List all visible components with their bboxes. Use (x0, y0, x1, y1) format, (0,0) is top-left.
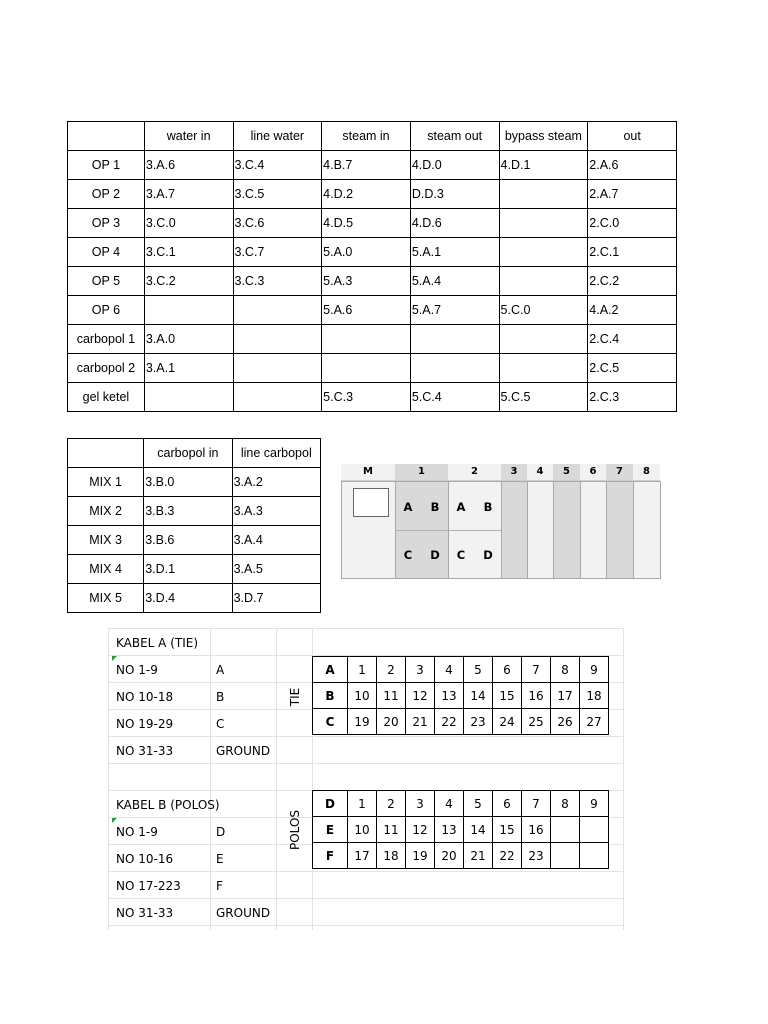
grid-cell: 5 (464, 791, 493, 817)
kabel-a-no: NO 10-18 (116, 690, 174, 704)
table-cell: 4.A.2 (588, 296, 677, 325)
grid-cell: 12 (406, 817, 435, 843)
panel-module-2 (448, 481, 502, 579)
table-cell: 2.C.1 (588, 238, 677, 267)
row-label-cell: OP 5 (68, 267, 145, 296)
grid-cell: 20 (435, 843, 464, 869)
cell-comment-marker (112, 818, 117, 823)
table-cell: 5.A.3 (322, 267, 411, 296)
grid-cell: 17 (551, 683, 580, 709)
kabel-b-no: NO 31-33 (116, 906, 174, 920)
grid-cell: 1 (348, 657, 377, 683)
table-cell: 4.D.6 (410, 209, 499, 238)
grid-cell: 20 (377, 709, 406, 735)
grid-row (313, 657, 609, 683)
op-table-row (68, 383, 677, 412)
kabel-a-val: C (216, 717, 225, 731)
op-header-cell: line water (233, 122, 322, 151)
grid-cell: 8 (551, 791, 580, 817)
kabel-b-no: NO 1-9 (116, 825, 158, 839)
grid-cell (551, 817, 580, 843)
polos-pin-grid (312, 790, 609, 869)
op-header-cell (68, 122, 145, 151)
table-cell: 5.A.7 (410, 296, 499, 325)
kabel-b-val: E (216, 852, 224, 866)
table-cell: 3.A.0 (144, 325, 233, 354)
grid-row (313, 791, 609, 817)
row-label-cell: MIX 2 (68, 497, 144, 526)
op-table-row (68, 267, 677, 296)
table-cell (499, 354, 588, 383)
grid-cell: 2 (377, 657, 406, 683)
grid-cell: 10 (348, 683, 377, 709)
kabel-a-title: KABEL A (TIE) (116, 636, 199, 650)
grid-cell: 26 (551, 709, 580, 735)
panel-m-box (353, 488, 389, 517)
panel-diagram (341, 464, 661, 580)
table-cell: 3.C.6 (233, 209, 322, 238)
grid-row (313, 683, 609, 709)
table-cell: 2.C.2 (588, 267, 677, 296)
grid-cell: 9 (580, 657, 609, 683)
kabel-b-no: NO 10-16 (116, 852, 174, 866)
grid-cell: 6 (493, 657, 522, 683)
table-cell: 5.A.4 (410, 267, 499, 296)
op-header-cell: steam out (410, 122, 499, 151)
row-label-cell: OP 4 (68, 238, 145, 267)
table-cell: 5.A.0 (322, 238, 411, 267)
grid-cell: 5 (464, 657, 493, 683)
grid-cell: 23 (464, 709, 493, 735)
panel-header-5: 5 (553, 464, 580, 481)
mix-header-cell: line carbopol (232, 439, 320, 468)
row-label-cell: MIX 1 (68, 468, 144, 497)
row-label-cell: OP 3 (68, 209, 145, 238)
table-cell: 3.C.1 (144, 238, 233, 267)
kabel-a-val: GROUND (216, 744, 271, 758)
table-cell: 3.C.4 (233, 151, 322, 180)
op-table-row (68, 151, 677, 180)
grid-cell (580, 843, 609, 869)
grid-cell: 6 (493, 791, 522, 817)
table-cell: 5.C.5 (499, 383, 588, 412)
row-label-cell: OP 2 (68, 180, 145, 209)
grid-cell: 18 (377, 843, 406, 869)
panel-module-5 (553, 481, 581, 579)
grid-cell: 18 (580, 683, 609, 709)
table-cell: 5.A.1 (410, 238, 499, 267)
table-cell: 3.C.0 (144, 209, 233, 238)
table-cell (499, 325, 588, 354)
table-cell: 4.B.7 (322, 151, 411, 180)
op-header-cell: steam in (322, 122, 411, 151)
row-label-cell: carbopol 1 (68, 325, 145, 354)
kabel-b-val: GROUND (216, 906, 271, 920)
table-cell: 3.A.5 (232, 555, 320, 584)
mix-connection-table (67, 438, 321, 613)
grid-cell: 14 (464, 817, 493, 843)
mix-table-row (68, 584, 321, 613)
table-cell: D.D.3 (410, 180, 499, 209)
op-table-row (68, 325, 677, 354)
grid-cell: 25 (522, 709, 551, 735)
panel-module-4 (527, 481, 554, 579)
panel-header-2: 2 (448, 464, 501, 481)
grid-cell: 11 (377, 683, 406, 709)
table-cell: 4.D.2 (322, 180, 411, 209)
table-cell: 2.C.3 (588, 383, 677, 412)
panel-module-m (341, 481, 396, 579)
grid-row (313, 843, 609, 869)
table-cell: 3.A.3 (232, 497, 320, 526)
op-table-row (68, 296, 677, 325)
mix-table-row (68, 468, 321, 497)
panel-module-3 (501, 481, 528, 579)
row-label-cell: OP 6 (68, 296, 145, 325)
panel-header-4: 4 (527, 464, 553, 481)
grid-cell: 8 (551, 657, 580, 683)
table-cell: 3.C.2 (144, 267, 233, 296)
mix-table-row (68, 497, 321, 526)
grid-cell: 15 (493, 817, 522, 843)
panel-letter: B (430, 500, 440, 514)
table-cell (233, 383, 322, 412)
table-cell (410, 325, 499, 354)
grid-row (313, 709, 609, 735)
grid-cell: 3 (406, 791, 435, 817)
grid-cell: 14 (464, 683, 493, 709)
grid-row-label: E (313, 817, 348, 843)
grid-row-label: F (313, 843, 348, 869)
kabel-a-val: A (216, 663, 225, 677)
panel-letter: D (430, 548, 440, 562)
table-cell (499, 180, 588, 209)
grid-cell (551, 843, 580, 869)
panel-header-8: 8 (633, 464, 660, 481)
grid-cell: 15 (493, 683, 522, 709)
table-cell: 3.B.3 (144, 497, 232, 526)
row-label-cell: MIX 5 (68, 584, 144, 613)
tie-pin-grid (312, 656, 609, 735)
kabel-b-no: NO 17-223 (116, 879, 181, 893)
op-table-header-row (68, 122, 677, 151)
table-cell: 5.A.6 (322, 296, 411, 325)
grid-cell: 12 (406, 683, 435, 709)
tie-side-label: TIE (288, 687, 302, 707)
panel-module-1 (395, 481, 449, 579)
table-cell (322, 325, 411, 354)
table-cell: 4.D.1 (499, 151, 588, 180)
kabel-b-val: D (216, 825, 226, 839)
op-header-cell: water in (144, 122, 233, 151)
op-table-row (68, 209, 677, 238)
table-cell: 3.B.0 (144, 468, 232, 497)
grid-cell: 1 (348, 791, 377, 817)
panel-header-3: 3 (501, 464, 527, 481)
table-cell: 3.B.6 (144, 526, 232, 555)
kabel-a-no: NO 19-29 (116, 717, 174, 731)
row-label-cell: MIX 4 (68, 555, 144, 584)
table-cell (499, 267, 588, 296)
table-cell: 3.D.7 (232, 584, 320, 613)
grid-row-label: A (313, 657, 348, 683)
table-cell: 3.C.5 (233, 180, 322, 209)
table-cell: 2.C.0 (588, 209, 677, 238)
grid-cell: 21 (406, 709, 435, 735)
table-cell: 3.A.7 (144, 180, 233, 209)
table-cell: 3.C.3 (233, 267, 322, 296)
grid-cell: 16 (522, 817, 551, 843)
grid-row-label: D (313, 791, 348, 817)
mix-header-cell: carbopol in (144, 439, 232, 468)
op-connection-table (67, 121, 677, 412)
op-header-cell: out (588, 122, 677, 151)
grid-cell: 13 (435, 683, 464, 709)
table-cell: 3.D.1 (144, 555, 232, 584)
grid-row (313, 817, 609, 843)
row-label-cell: OP 1 (68, 151, 145, 180)
grid-cell: 22 (493, 843, 522, 869)
mix-table-header-row (68, 439, 321, 468)
table-cell: 4.D.0 (410, 151, 499, 180)
table-cell: 5.C.4 (410, 383, 499, 412)
grid-row-label: C (313, 709, 348, 735)
panel-module-6 (580, 481, 607, 579)
op-table-row (68, 354, 677, 383)
table-cell: 2.C.4 (588, 325, 677, 354)
table-cell: 3.A.1 (144, 354, 233, 383)
grid-cell: 11 (377, 817, 406, 843)
panel-letter: A (403, 500, 413, 514)
row-label-cell: MIX 3 (68, 526, 144, 555)
grid-cell: 27 (580, 709, 609, 735)
kabel-a-no: NO 1-9 (116, 663, 158, 677)
grid-cell: 17 (348, 843, 377, 869)
table-cell (144, 296, 233, 325)
grid-cell: 2 (377, 791, 406, 817)
table-cell: 3.A.4 (232, 526, 320, 555)
table-cell (499, 209, 588, 238)
panel-header-1: 1 (395, 464, 448, 481)
grid-cell: 22 (435, 709, 464, 735)
panel-module-7 (606, 481, 634, 579)
grid-cell: 19 (406, 843, 435, 869)
grid-cell: 4 (435, 791, 464, 817)
panel-letter: B (483, 500, 493, 514)
table-cell (233, 354, 322, 383)
kabel-b-title: KABEL B (POLOS) (116, 798, 220, 812)
grid-cell: 23 (522, 843, 551, 869)
kabel-a-no: NO 31-33 (116, 744, 174, 758)
grid-cell: 19 (348, 709, 377, 735)
panel-header-6: 6 (580, 464, 606, 481)
table-cell: 3.A.6 (144, 151, 233, 180)
panel-header-m: M (341, 464, 395, 481)
row-label-cell: carbopol 2 (68, 354, 145, 383)
grid-cell: 7 (522, 657, 551, 683)
grid-cell: 7 (522, 791, 551, 817)
table-cell (499, 238, 588, 267)
grid-cell: 4 (435, 657, 464, 683)
table-cell (233, 325, 322, 354)
op-header-cell: bypass steam (499, 122, 588, 151)
panel-module-8 (633, 481, 661, 579)
grid-cell: 21 (464, 843, 493, 869)
polos-side-label: POLOS (288, 809, 302, 850)
mix-table-row (68, 555, 321, 584)
panel-letter: A (456, 500, 466, 514)
table-cell (144, 383, 233, 412)
table-cell (410, 354, 499, 383)
grid-cell: 9 (580, 791, 609, 817)
op-table-row (68, 180, 677, 209)
table-cell (322, 354, 411, 383)
panel-header-7: 7 (606, 464, 633, 481)
table-cell: 5.C.0 (499, 296, 588, 325)
grid-cell (580, 817, 609, 843)
op-table-row (68, 238, 677, 267)
grid-cell: 13 (435, 817, 464, 843)
table-cell: 3.C.7 (233, 238, 322, 267)
grid-cell: 16 (522, 683, 551, 709)
grid-cell: 10 (348, 817, 377, 843)
table-cell: 3.A.2 (232, 468, 320, 497)
grid-cell: 3 (406, 657, 435, 683)
table-cell: 2.A.7 (588, 180, 677, 209)
panel-letter: C (403, 548, 413, 562)
table-cell: 2.A.6 (588, 151, 677, 180)
table-cell: 3.D.4 (144, 584, 232, 613)
mix-header-cell (68, 439, 144, 468)
grid-row-label: B (313, 683, 348, 709)
mix-table-row (68, 526, 321, 555)
kabel-a-val: B (216, 690, 225, 704)
kabel-b-val: F (216, 879, 223, 893)
grid-cell: 24 (493, 709, 522, 735)
panel-letter: C (456, 548, 466, 562)
table-cell: 4.D.5 (322, 209, 411, 238)
cell-comment-marker (112, 656, 117, 661)
table-cell (233, 296, 322, 325)
row-label-cell: gel ketel (68, 383, 145, 412)
panel-letter: D (483, 548, 493, 562)
table-cell: 5.C.3 (322, 383, 411, 412)
table-cell: 2.C.5 (588, 354, 677, 383)
